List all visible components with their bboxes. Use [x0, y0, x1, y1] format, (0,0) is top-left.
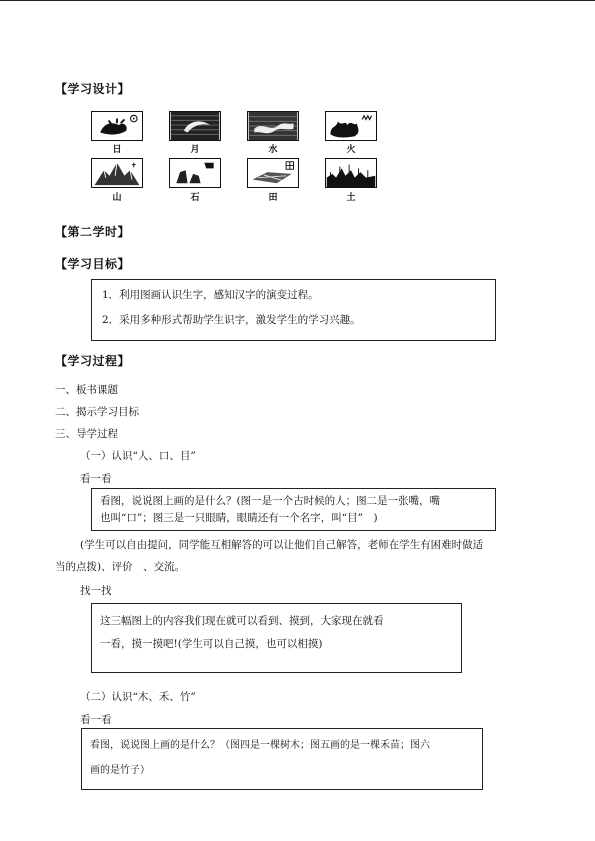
objective-1: 1．利用图画认识生字，感知汉字的演变过程。: [102, 289, 319, 301]
part1-look-box: [91, 488, 496, 531]
part1-note-line-1: (学生可以自由提问，同学能互相解答的可以让他们自己解答，老师在学生有困难时做适: [80, 539, 484, 551]
page-top-border: [0, 0, 595, 1]
heading-learning-design: 【学习设计】: [55, 82, 131, 96]
pictogram-caption-huo: 火: [346, 145, 356, 155]
step-3: 三、导学过程: [55, 428, 118, 440]
part2-look-label: 看一看: [80, 714, 112, 726]
pictogram-caption-ri: 日: [112, 145, 122, 155]
sun-pictogram-icon: [91, 111, 143, 141]
heading-process: 【学习过程】: [55, 354, 131, 368]
part1-find-line-2: 一看，摸一摸吧!(学生可以自己摸，也可以相摸): [100, 638, 323, 650]
water-pictogram-icon: [247, 111, 299, 141]
pictogram-caption-tu: 土: [346, 193, 356, 203]
part1-note-line-2: 当的点拨)、评价 、交流。: [55, 561, 186, 573]
part1-look-line-2: 也叫“口”；图三是一只眼睛，眼睛还有一个名字，叫“目” ): [100, 512, 378, 524]
objectives-box: [91, 279, 496, 341]
soil-pictogram-icon: [325, 158, 377, 188]
stone-pictogram-icon: [169, 158, 221, 188]
fire-pictogram-icon: [325, 111, 377, 141]
part1-look-label: 看一看: [80, 473, 112, 485]
part1-look-line-1: 看图，说说图上画的是什么？(图一是一个古时候的人；图二是一张嘴，嘴: [100, 495, 441, 507]
pictogram-caption-tian: 田: [268, 193, 278, 203]
field-pictogram-icon: [247, 158, 299, 188]
pictogram-caption-shi: 石: [190, 193, 200, 203]
pictogram-caption-shan: 山: [112, 193, 122, 203]
step-1: 一、板书课题: [55, 384, 118, 396]
pictogram-caption-shui: 水: [268, 145, 278, 155]
objective-2: 2．采用多种形式帮助学生识字，激发学生的学习兴趣。: [102, 314, 361, 326]
part1-title: （一）认识“人、口、目”: [80, 450, 196, 462]
step-2: 二、揭示学习目标: [55, 406, 139, 418]
part2-look-line-2: 画的是竹子）: [90, 765, 150, 776]
part2-look-line-1: 看图，说说图上画的是什么？（图四是一棵树木；图五画的是一棵禾苗；图六: [90, 740, 430, 751]
part2-title: （二）认识“木、禾、竹”: [80, 691, 196, 703]
pictogram-caption-yue: 月: [190, 145, 200, 155]
part1-find-line-1: 这三幅图上的内容我们现在就可以看到、摸到，大家现在就看: [100, 615, 384, 627]
part1-find-box: [91, 603, 462, 673]
moon-pictogram-icon: [169, 111, 221, 141]
part2-look-box: [81, 728, 483, 790]
heading-objectives: 【学习目标】: [55, 257, 131, 271]
heading-second-period: 【第二学时】: [55, 225, 131, 239]
mountain-pictogram-icon: [91, 158, 143, 188]
part1-find-label: 找一找: [80, 585, 112, 597]
